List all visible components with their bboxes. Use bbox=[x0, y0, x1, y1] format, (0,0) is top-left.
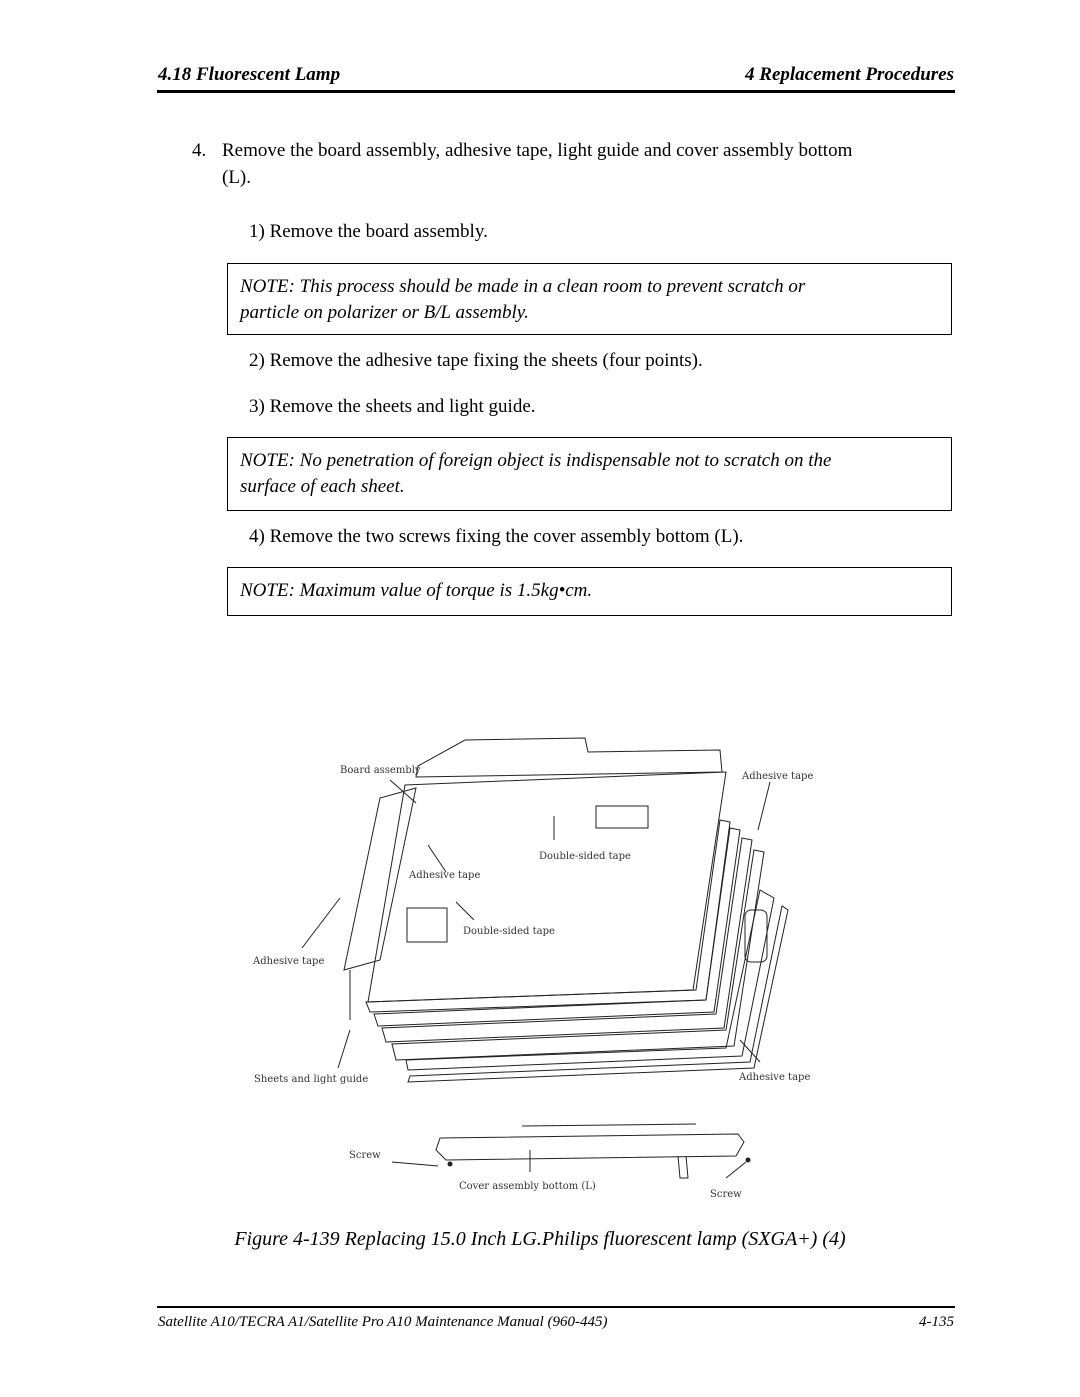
substep-1: 1) Remove the board assembly. bbox=[249, 221, 488, 242]
step-number: 4. bbox=[192, 140, 207, 161]
note-label: NOTE: bbox=[240, 580, 295, 601]
label-adhesive-tape-center: Adhesive tape bbox=[409, 870, 481, 881]
substep-3: 3) Remove the sheets and light guide. bbox=[249, 396, 536, 417]
label-screw-right: Screw bbox=[710, 1189, 742, 1200]
section-title: 4.18 Fluorescent Lamp bbox=[158, 64, 341, 85]
note-text: No penetration of foreign object is indispensable not to scratch on the bbox=[299, 450, 832, 471]
note-text-cont: surface of each sheet. bbox=[240, 476, 405, 497]
page-number: 4-135 bbox=[919, 1314, 954, 1330]
label-cover-assembly-bottom: Cover assembly bottom (L) bbox=[459, 1181, 596, 1192]
note-box-3 bbox=[227, 567, 952, 616]
note-box-2 bbox=[227, 437, 952, 511]
label-adhesive-tape-right: Adhesive tape bbox=[739, 1072, 811, 1083]
footer-rule bbox=[157, 1306, 955, 1308]
label-adhesive-tape-top-right: Adhesive tape bbox=[742, 771, 814, 782]
note-label: NOTE: bbox=[240, 450, 295, 471]
note-box-1 bbox=[227, 263, 952, 335]
label-double-sided-tape-1: Double-sided tape bbox=[539, 851, 631, 862]
substep-4: 4) Remove the two screws fixing the cover assembly bottom (L). bbox=[249, 526, 744, 547]
footer-manual-title: Satellite A10/TECRA A1/Satellite Pro A10 Maintenance Manual (960-445) bbox=[158, 1314, 608, 1330]
label-double-sided-tape-2: Double-sided tape bbox=[463, 926, 555, 937]
note-label: NOTE: bbox=[240, 276, 295, 297]
exploded-diagram bbox=[240, 730, 840, 1210]
header-rule bbox=[157, 90, 955, 93]
substep-2: 2) Remove the adhesive tape fixing the sheets (four points). bbox=[249, 350, 703, 371]
label-adhesive-tape-left: Adhesive tape bbox=[253, 956, 325, 967]
note-text: This process should be made in a clean room to prevent scratch or bbox=[299, 276, 806, 297]
chapter-title: 4 Replacement Procedures bbox=[745, 64, 954, 85]
note-text-cont: particle on polarizer or B/L assembly. bbox=[240, 302, 529, 323]
label-board-assembly: Board assembly bbox=[340, 765, 421, 776]
label-screw-left: Screw bbox=[349, 1150, 381, 1161]
note-text: Maximum value of torque is 1.5kg•cm. bbox=[299, 580, 593, 601]
step-text: Remove the board assembly, adhesive tape, light guide and cover assembly bottom bbox=[222, 140, 853, 161]
step-text-cont: (L). bbox=[222, 167, 252, 188]
figure-caption: Figure 4-139 Replacing 15.0 Inch LG.Philips fluorescent lamp (SXGA+) (4) bbox=[234, 1228, 846, 1250]
label-sheets-light-guide: Sheets and light guide bbox=[254, 1074, 369, 1085]
